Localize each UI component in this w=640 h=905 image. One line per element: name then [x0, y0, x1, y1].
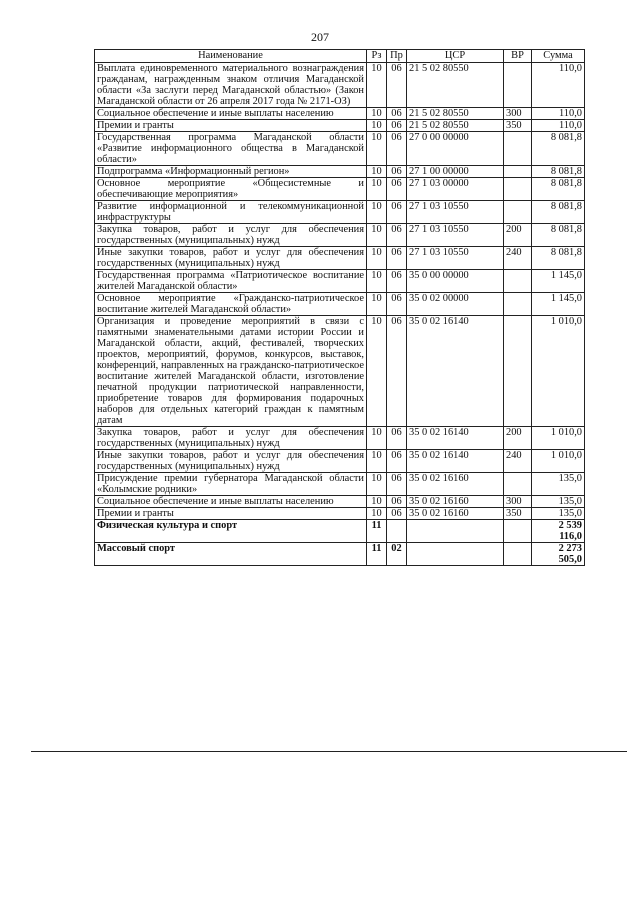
- row-vr: [504, 201, 532, 224]
- row-vr: [504, 166, 532, 178]
- row-vr: 350: [504, 508, 532, 520]
- row-pr: 02: [387, 543, 407, 566]
- row-rz: 10: [367, 132, 387, 166]
- row-name: Основное мероприятие «Гражданско-патриотическое воспитание жителей Магаданской области»: [95, 293, 367, 316]
- row-csr: 27 1 03 10550: [407, 224, 504, 247]
- table-row: [95, 166, 585, 178]
- row-pr: 06: [387, 108, 407, 120]
- row-vr: 300: [504, 496, 532, 508]
- row-rz: 10: [367, 450, 387, 473]
- budget-table: [94, 49, 585, 566]
- row-csr: 35 0 02 16140: [407, 450, 504, 473]
- row-sum: 2 539 116,0: [532, 520, 585, 543]
- row-name: Премии и гранты: [95, 508, 367, 520]
- row-csr: 21 5 02 80550: [407, 120, 504, 132]
- row-csr: 35 0 02 16160: [407, 473, 504, 496]
- row-sum: 110,0: [532, 120, 585, 132]
- row-pr: [387, 520, 407, 543]
- row-csr: 21 5 02 80550: [407, 108, 504, 120]
- table-row: [95, 247, 585, 270]
- row-pr: 06: [387, 508, 407, 520]
- row-vr: [504, 293, 532, 316]
- table-row: [95, 201, 585, 224]
- row-pr: 06: [387, 63, 407, 108]
- row-rz: 10: [367, 166, 387, 178]
- row-rz: 10: [367, 473, 387, 496]
- table-row: [95, 543, 585, 566]
- row-sum: 8 081,8: [532, 247, 585, 270]
- row-pr: 06: [387, 473, 407, 496]
- table-row: [95, 132, 585, 166]
- row-vr: [504, 178, 532, 201]
- row-csr: 35 0 02 16140: [407, 427, 504, 450]
- row-pr: 06: [387, 224, 407, 247]
- row-csr: 35 0 00 00000: [407, 270, 504, 293]
- row-csr: 27 0 00 00000: [407, 132, 504, 166]
- row-vr: 240: [504, 450, 532, 473]
- row-name: Массовый спорт: [95, 543, 367, 566]
- row-sum: 8 081,8: [532, 224, 585, 247]
- row-pr: 06: [387, 201, 407, 224]
- row-sum: 135,0: [532, 473, 585, 496]
- row-pr: 06: [387, 427, 407, 450]
- table-row: [95, 473, 585, 496]
- row-vr: [504, 520, 532, 543]
- row-name: Закупка товаров, работ и услуг для обеспечения государственных (муниципальных) нужд: [95, 427, 367, 450]
- row-rz: 10: [367, 496, 387, 508]
- row-pr: 06: [387, 450, 407, 473]
- row-name: Социальное обеспечение и иные выплаты населению: [95, 496, 367, 508]
- row-sum: 135,0: [532, 496, 585, 508]
- row-sum: 8 081,8: [532, 132, 585, 166]
- row-name: Физическая культура и спорт: [95, 520, 367, 543]
- row-rz: 10: [367, 178, 387, 201]
- row-csr: [407, 543, 504, 566]
- row-vr: 300: [504, 108, 532, 120]
- header-rz: Рз: [367, 50, 387, 63]
- row-sum: 110,0: [532, 63, 585, 108]
- row-vr: 350: [504, 120, 532, 132]
- row-rz: 10: [367, 247, 387, 270]
- table-row: [95, 270, 585, 293]
- table-row: [95, 427, 585, 450]
- page-number: 207: [311, 30, 329, 44]
- header-name: Наименование: [95, 50, 367, 63]
- row-pr: 06: [387, 178, 407, 201]
- row-csr: 27 1 03 10550: [407, 247, 504, 270]
- row-rz: 11: [367, 543, 387, 566]
- row-vr: 200: [504, 224, 532, 247]
- row-sum: 1 145,0: [532, 293, 585, 316]
- row-pr: 06: [387, 132, 407, 166]
- row-pr: 06: [387, 247, 407, 270]
- row-name: Организация и проведение мероприятий в связи с памятными знаменательными датами истории России и Магаданской области, акций, фестивалей, творческих проектов, мероприятий, форумов, конкурсов, выставок, конференций, направленных на гражданско-патриотическое воспитание жителей Магаданской области, изготовление печатной продукции патриотической направленности, приобретение товаров для формирования подарочных наборов для отдельных категорий граждан к памятным датам: [95, 316, 367, 427]
- row-name: Развитие информационной и телекоммуникационной инфраструктуры: [95, 201, 367, 224]
- row-name: Закупка товаров, работ и услуг для обеспечения государственных (муниципальных) нужд: [95, 224, 367, 247]
- row-rz: 10: [367, 508, 387, 520]
- row-sum: 8 081,8: [532, 178, 585, 201]
- row-csr: 27 1 03 10550: [407, 201, 504, 224]
- row-csr: 27 1 03 00000: [407, 178, 504, 201]
- row-vr: [504, 316, 532, 427]
- header-vr: ВР: [504, 50, 532, 63]
- row-vr: [504, 63, 532, 108]
- header-pr: Пр: [387, 50, 407, 63]
- row-csr: 21 5 02 80550: [407, 63, 504, 108]
- row-name: Иные закупки товаров, работ и услуг для обеспечения государственных (муниципальных) нужд: [95, 247, 367, 270]
- row-rz: 10: [367, 201, 387, 224]
- row-sum: 8 081,8: [532, 166, 585, 178]
- table-header-row: [95, 50, 585, 63]
- row-csr: 27 1 00 00000: [407, 166, 504, 178]
- row-rz: 10: [367, 120, 387, 132]
- table-row: [95, 520, 585, 543]
- table-row: [95, 450, 585, 473]
- row-sum: 1 145,0: [532, 270, 585, 293]
- table-row: [95, 293, 585, 316]
- row-rz: 10: [367, 108, 387, 120]
- row-vr: [504, 473, 532, 496]
- row-name: Социальное обеспечение и иные выплаты населению: [95, 108, 367, 120]
- row-pr: 06: [387, 120, 407, 132]
- row-sum: 135,0: [532, 508, 585, 520]
- table-row: [95, 120, 585, 132]
- row-vr: 240: [504, 247, 532, 270]
- row-rz: 10: [367, 316, 387, 427]
- row-name: Присуждение премии губернатора Магаданской области «Колымские родники»: [95, 473, 367, 496]
- row-vr: [504, 132, 532, 166]
- header-csr: ЦСР: [407, 50, 504, 63]
- row-rz: 11: [367, 520, 387, 543]
- row-pr: 06: [387, 316, 407, 427]
- row-csr: 35 0 02 16160: [407, 496, 504, 508]
- row-csr: 35 0 02 00000: [407, 293, 504, 316]
- row-rz: 10: [367, 293, 387, 316]
- row-csr: 35 0 02 16160: [407, 508, 504, 520]
- table-row: [95, 508, 585, 520]
- row-sum: 1 010,0: [532, 427, 585, 450]
- row-pr: 06: [387, 270, 407, 293]
- row-vr: 200: [504, 427, 532, 450]
- table-row: [95, 63, 585, 108]
- row-sum: 1 010,0: [532, 316, 585, 427]
- row-pr: 06: [387, 166, 407, 178]
- row-name: Премии и гранты: [95, 120, 367, 132]
- row-rz: 10: [367, 224, 387, 247]
- row-vr: [504, 270, 532, 293]
- row-sum: 2 273 505,0: [532, 543, 585, 566]
- table-row: [95, 316, 585, 427]
- footer-divider: [31, 751, 627, 752]
- row-sum: 8 081,8: [532, 201, 585, 224]
- row-name: Основное мероприятие «Общесистемные и обеспечивающие мероприятия»: [95, 178, 367, 201]
- header-sum: Сумма: [532, 50, 585, 63]
- row-rz: 10: [367, 63, 387, 108]
- row-sum: 1 010,0: [532, 450, 585, 473]
- row-rz: 10: [367, 270, 387, 293]
- table-row: [95, 108, 585, 120]
- row-pr: 06: [387, 496, 407, 508]
- row-name: Государственная программа Магаданской области «Развитие информационного общества в Магаданской области»: [95, 132, 367, 166]
- row-name: Выплата единовременного материального вознаграждения гражданам, награжденным знаком отличия Магаданской области «За заслуги перед Магаданской областью» (Закон Магаданской области от 26 апреля 2017 года № 2171-ОЗ): [95, 63, 367, 108]
- table-row: [95, 178, 585, 201]
- row-name: Государственная программа «Патриотическое воспитание жителей Магаданской области»: [95, 270, 367, 293]
- row-csr: [407, 520, 504, 543]
- table-row: [95, 224, 585, 247]
- row-name: Подпрограмма «Информационный регион»: [95, 166, 367, 178]
- table-row: [95, 496, 585, 508]
- row-rz: 10: [367, 427, 387, 450]
- row-sum: 110,0: [532, 108, 585, 120]
- row-name: Иные закупки товаров, работ и услуг для обеспечения государственных (муниципальных) нужд: [95, 450, 367, 473]
- row-vr: [504, 543, 532, 566]
- row-csr: 35 0 02 16140: [407, 316, 504, 427]
- row-pr: 06: [387, 293, 407, 316]
